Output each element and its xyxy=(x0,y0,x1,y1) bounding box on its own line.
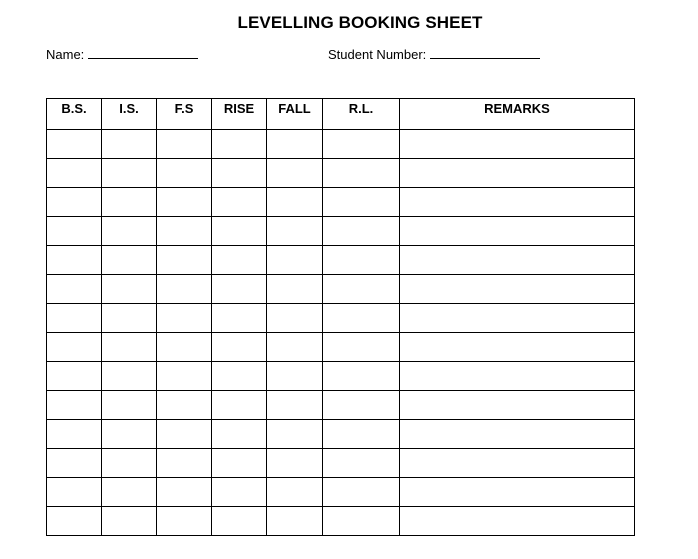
cell-bs[interactable] xyxy=(47,217,102,246)
cell-is[interactable] xyxy=(102,478,157,507)
cell-bs[interactable] xyxy=(47,478,102,507)
cell-rl[interactable] xyxy=(323,304,400,333)
cell-is[interactable] xyxy=(102,420,157,449)
cell-fs[interactable] xyxy=(157,362,212,391)
cell-fall[interactable] xyxy=(267,130,323,159)
cell-rise[interactable] xyxy=(212,333,267,362)
cell-bs[interactable] xyxy=(47,362,102,391)
column-header-is: I.S. xyxy=(102,99,157,130)
cell-remarks[interactable] xyxy=(400,362,635,391)
table-row xyxy=(47,478,635,507)
cell-bs[interactable] xyxy=(47,391,102,420)
column-header-bs: B.S. xyxy=(47,99,102,130)
cell-rise[interactable] xyxy=(212,304,267,333)
table-row xyxy=(47,507,635,536)
table-row xyxy=(47,130,635,159)
cell-fall[interactable] xyxy=(267,304,323,333)
cell-fall[interactable] xyxy=(267,188,323,217)
cell-is[interactable] xyxy=(102,275,157,304)
cell-remarks[interactable] xyxy=(400,246,635,275)
cell-is[interactable] xyxy=(102,188,157,217)
table-row xyxy=(47,188,635,217)
table-row xyxy=(47,362,635,391)
cell-remarks[interactable] xyxy=(400,333,635,362)
cell-remarks[interactable] xyxy=(400,188,635,217)
cell-rl[interactable] xyxy=(323,478,400,507)
column-header-fs: F.S xyxy=(157,99,212,130)
table-row xyxy=(47,449,635,478)
column-header-rise: RISE xyxy=(212,99,267,130)
column-header-remarks: REMARKS xyxy=(400,99,635,130)
table-row xyxy=(47,275,635,304)
cell-remarks[interactable] xyxy=(400,478,635,507)
cell-fall[interactable] xyxy=(267,217,323,246)
table-row xyxy=(47,391,635,420)
cell-rl[interactable] xyxy=(323,420,400,449)
cell-fs[interactable] xyxy=(157,159,212,188)
cell-fs[interactable] xyxy=(157,478,212,507)
cell-remarks[interactable] xyxy=(400,217,635,246)
cell-rl[interactable] xyxy=(323,507,400,536)
cell-fall[interactable] xyxy=(267,246,323,275)
cell-remarks[interactable] xyxy=(400,391,635,420)
cell-fall[interactable] xyxy=(267,507,323,536)
cell-bs[interactable] xyxy=(47,159,102,188)
cell-is[interactable] xyxy=(102,159,157,188)
student-number-blank-line[interactable] xyxy=(430,46,540,59)
cell-rl[interactable] xyxy=(323,130,400,159)
cell-is[interactable] xyxy=(102,507,157,536)
cell-fs[interactable] xyxy=(157,304,212,333)
student-number-label: Student Number: xyxy=(328,47,427,62)
cell-fall[interactable] xyxy=(267,159,323,188)
cell-rise[interactable] xyxy=(212,391,267,420)
cell-fs[interactable] xyxy=(157,275,212,304)
cell-is[interactable] xyxy=(102,449,157,478)
cell-rise[interactable] xyxy=(212,275,267,304)
name-blank-line[interactable] xyxy=(88,46,198,59)
cell-is[interactable] xyxy=(102,246,157,275)
cell-fs[interactable] xyxy=(157,391,212,420)
cell-fall[interactable] xyxy=(267,333,323,362)
cell-rl[interactable] xyxy=(323,159,400,188)
cell-rise[interactable] xyxy=(212,420,267,449)
cell-rise[interactable] xyxy=(212,449,267,478)
cell-remarks[interactable] xyxy=(400,507,635,536)
cell-is[interactable] xyxy=(102,217,157,246)
sheet-title: LEVELLING BOOKING SHEET xyxy=(237,13,483,32)
cell-remarks[interactable] xyxy=(400,420,635,449)
table-row xyxy=(47,159,635,188)
cell-rise[interactable] xyxy=(212,362,267,391)
cell-rl[interactable] xyxy=(323,449,400,478)
cell-fs[interactable] xyxy=(157,449,212,478)
cell-fall[interactable] xyxy=(267,362,323,391)
cell-bs[interactable] xyxy=(47,507,102,536)
cell-remarks[interactable] xyxy=(400,275,635,304)
cell-rise[interactable] xyxy=(212,130,267,159)
student-number-field[interactable] xyxy=(328,46,540,63)
cell-rl[interactable] xyxy=(323,391,400,420)
column-header-rl: R.L. xyxy=(323,99,400,130)
cell-rl[interactable] xyxy=(323,217,400,246)
cell-fs[interactable] xyxy=(157,507,212,536)
cell-rise[interactable] xyxy=(212,188,267,217)
cell-fall[interactable] xyxy=(267,391,323,420)
cell-remarks[interactable] xyxy=(400,159,635,188)
cell-bs[interactable] xyxy=(47,275,102,304)
cell-fs[interactable] xyxy=(157,333,212,362)
cell-fall[interactable] xyxy=(267,449,323,478)
column-header-fall: FALL xyxy=(267,99,323,130)
cell-remarks[interactable] xyxy=(400,130,635,159)
table-row xyxy=(47,304,635,333)
name-field[interactable] xyxy=(46,46,198,63)
table-row xyxy=(47,217,635,246)
cell-rl[interactable] xyxy=(323,362,400,391)
cell-bs[interactable] xyxy=(47,188,102,217)
cell-remarks[interactable] xyxy=(400,449,635,478)
cell-fall[interactable] xyxy=(267,478,323,507)
cell-fs[interactable] xyxy=(157,188,212,217)
cell-fs[interactable] xyxy=(157,246,212,275)
table-row xyxy=(47,420,635,449)
table-header-row xyxy=(47,99,635,130)
cell-fs[interactable] xyxy=(157,420,212,449)
cell-bs[interactable] xyxy=(47,449,102,478)
cell-remarks[interactable] xyxy=(400,304,635,333)
table-body xyxy=(47,130,635,536)
cell-fs[interactable] xyxy=(157,217,212,246)
cell-fall[interactable] xyxy=(267,420,323,449)
cell-rise[interactable] xyxy=(212,507,267,536)
table-row xyxy=(47,246,635,275)
cell-is[interactable] xyxy=(102,391,157,420)
cell-rise[interactable] xyxy=(212,478,267,507)
cell-rise[interactable] xyxy=(212,246,267,275)
name-label: Name: xyxy=(46,47,85,62)
cell-bs[interactable] xyxy=(47,333,102,362)
table-row xyxy=(47,333,635,362)
cell-rl[interactable] xyxy=(323,275,400,304)
cell-is[interactable] xyxy=(102,333,157,362)
cell-bs[interactable] xyxy=(47,130,102,159)
cell-rl[interactable] xyxy=(323,188,400,217)
cell-rl[interactable] xyxy=(323,246,400,275)
cell-is[interactable] xyxy=(102,304,157,333)
cell-rl[interactable] xyxy=(323,333,400,362)
cell-rise[interactable] xyxy=(212,159,267,188)
cell-is[interactable] xyxy=(102,362,157,391)
cell-bs[interactable] xyxy=(47,304,102,333)
levelling-table xyxy=(46,98,635,536)
cell-bs[interactable] xyxy=(47,246,102,275)
cell-rise[interactable] xyxy=(212,217,267,246)
cell-bs[interactable] xyxy=(47,420,102,449)
cell-is[interactable] xyxy=(102,130,157,159)
cell-fall[interactable] xyxy=(267,275,323,304)
cell-fs[interactable] xyxy=(157,130,212,159)
